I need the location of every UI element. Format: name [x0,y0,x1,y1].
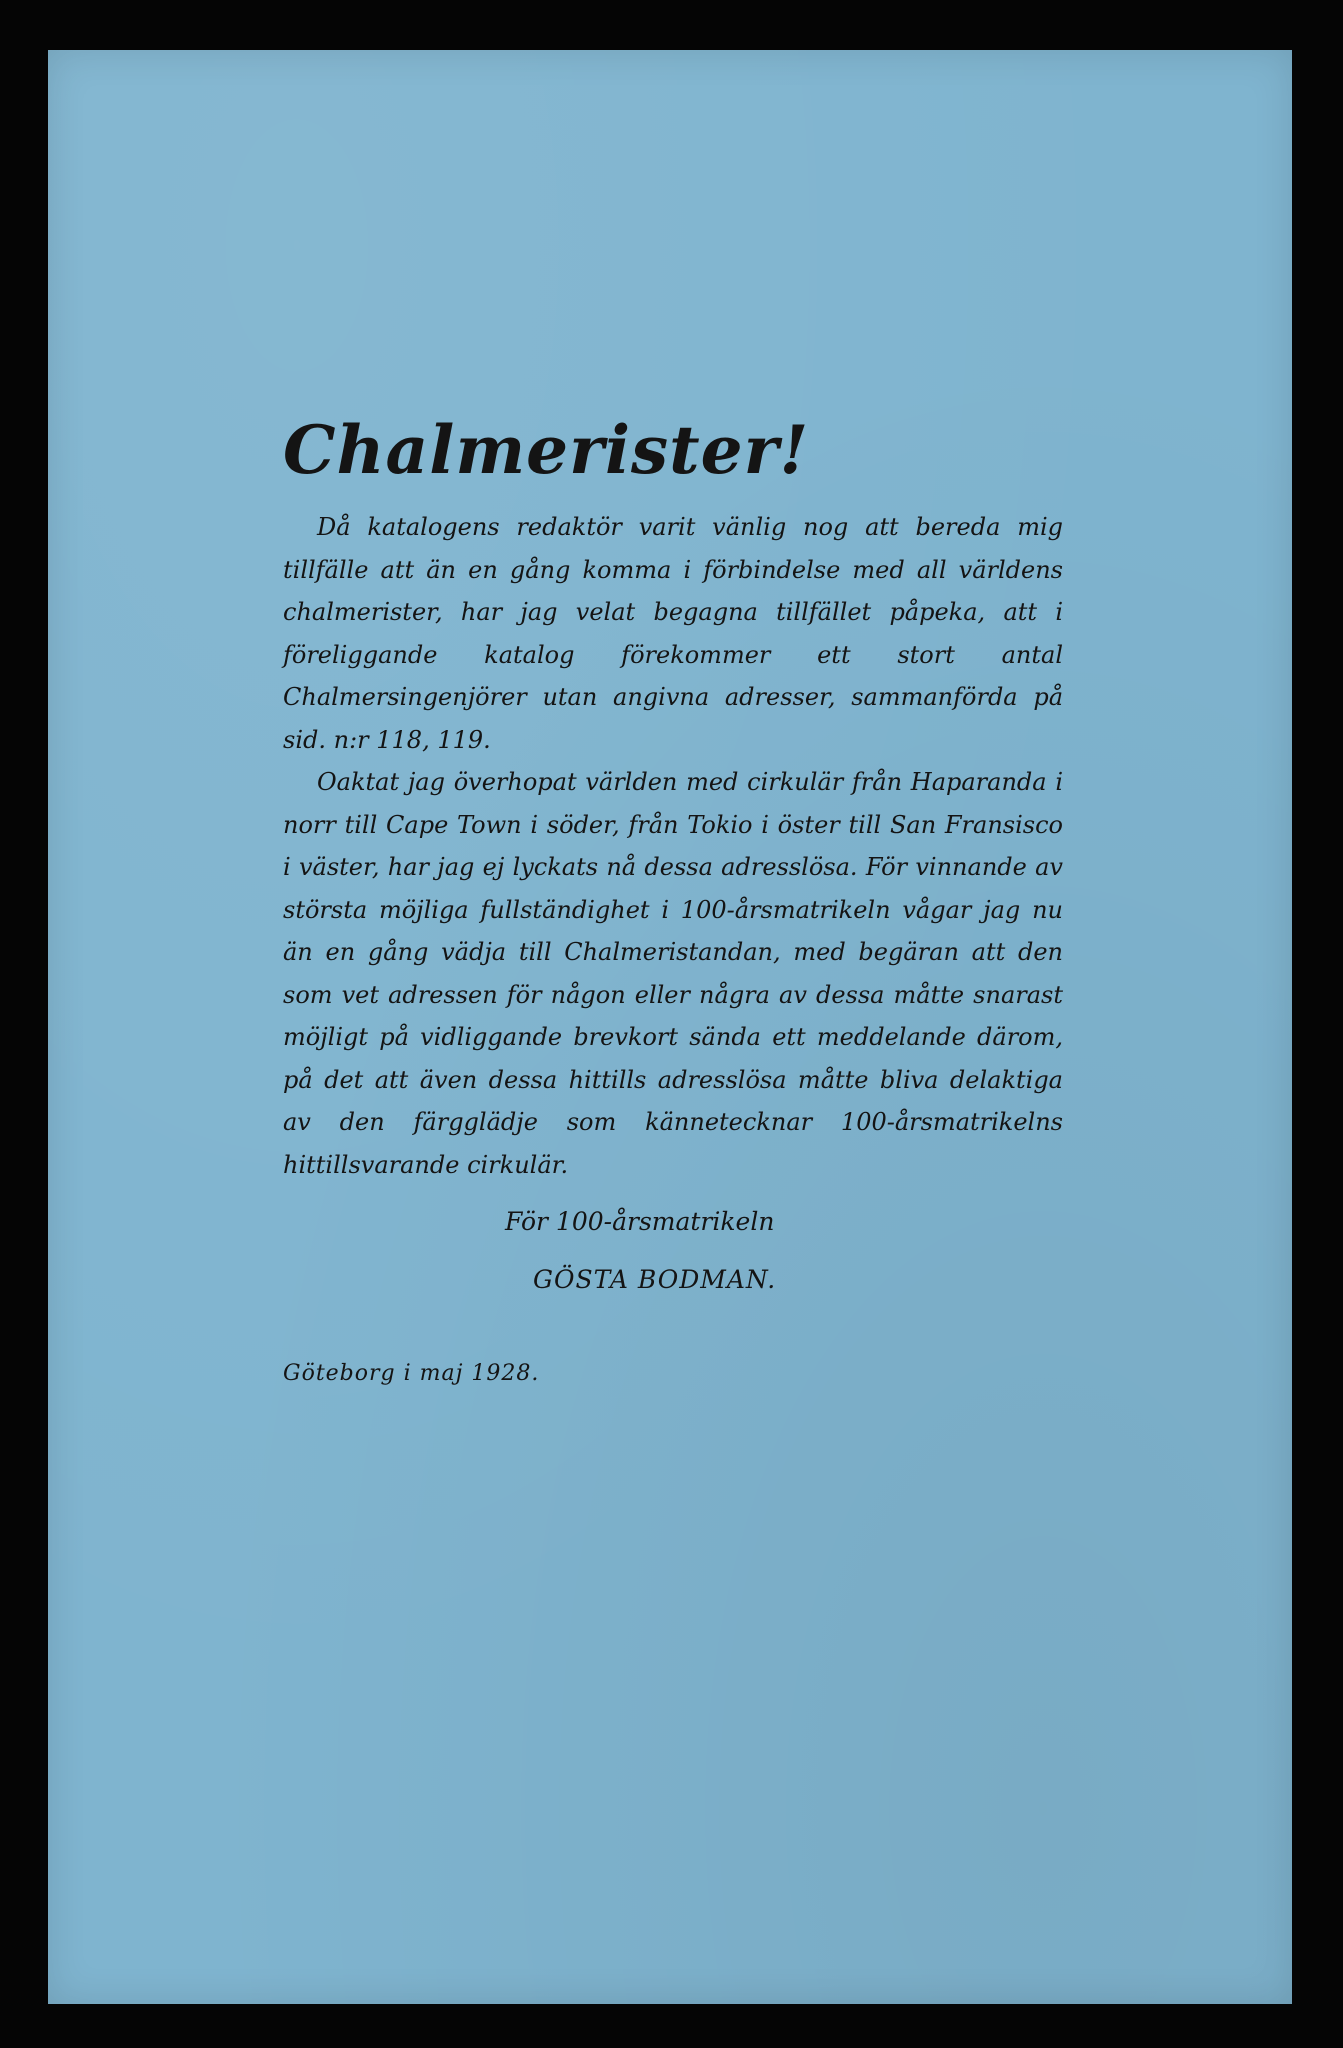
signoff-line: För 100-årsmatrikeln [505,1207,775,1236]
signer-name: GÖSTA BODMAN. [533,1265,777,1294]
letter-content [283,410,1063,1392]
paragraph-1: Då katalogens redaktör varit vänlig nog att bereda mig tillfälle att än en gång komma i förbindelse med all världens chalmerister, har jag velat begagna tillfället påpeka, att i föreliggande katalog förekommer ett stort antal Chalmersingenjörer utan angivna adresser, sammanförda på sid. n:r 118, 119. [283,513,1063,754]
letter-heading: Chalmerister! [283,411,810,489]
paper-sheet [48,50,1292,2004]
place-date: Göteborg i maj 1928. [283,1361,540,1386]
paragraph-2: Oaktat jag överhopat världen med cirkulär från Haparanda i norr till Cape Town i söder, från Tokio i öster till San Fransisco i väster, har jag ej lyckats nå dessa adresslösa. För vinnande av största möjliga fullständighet i 100-årsmatrikeln vågar jag nu än en gång vädja till Chalmeristandan, med begäran att den som vet adressen för någon eller några av dessa måtte snarast möjligt på vidliggande brevkort sända ett meddelande därom, på det att även dessa hittills adresslösa måtte bliva delaktiga av den färgglädje som kännetecknar 100-årsmatrikelns hittillsvarande cirkulär. [283,768,1063,1179]
